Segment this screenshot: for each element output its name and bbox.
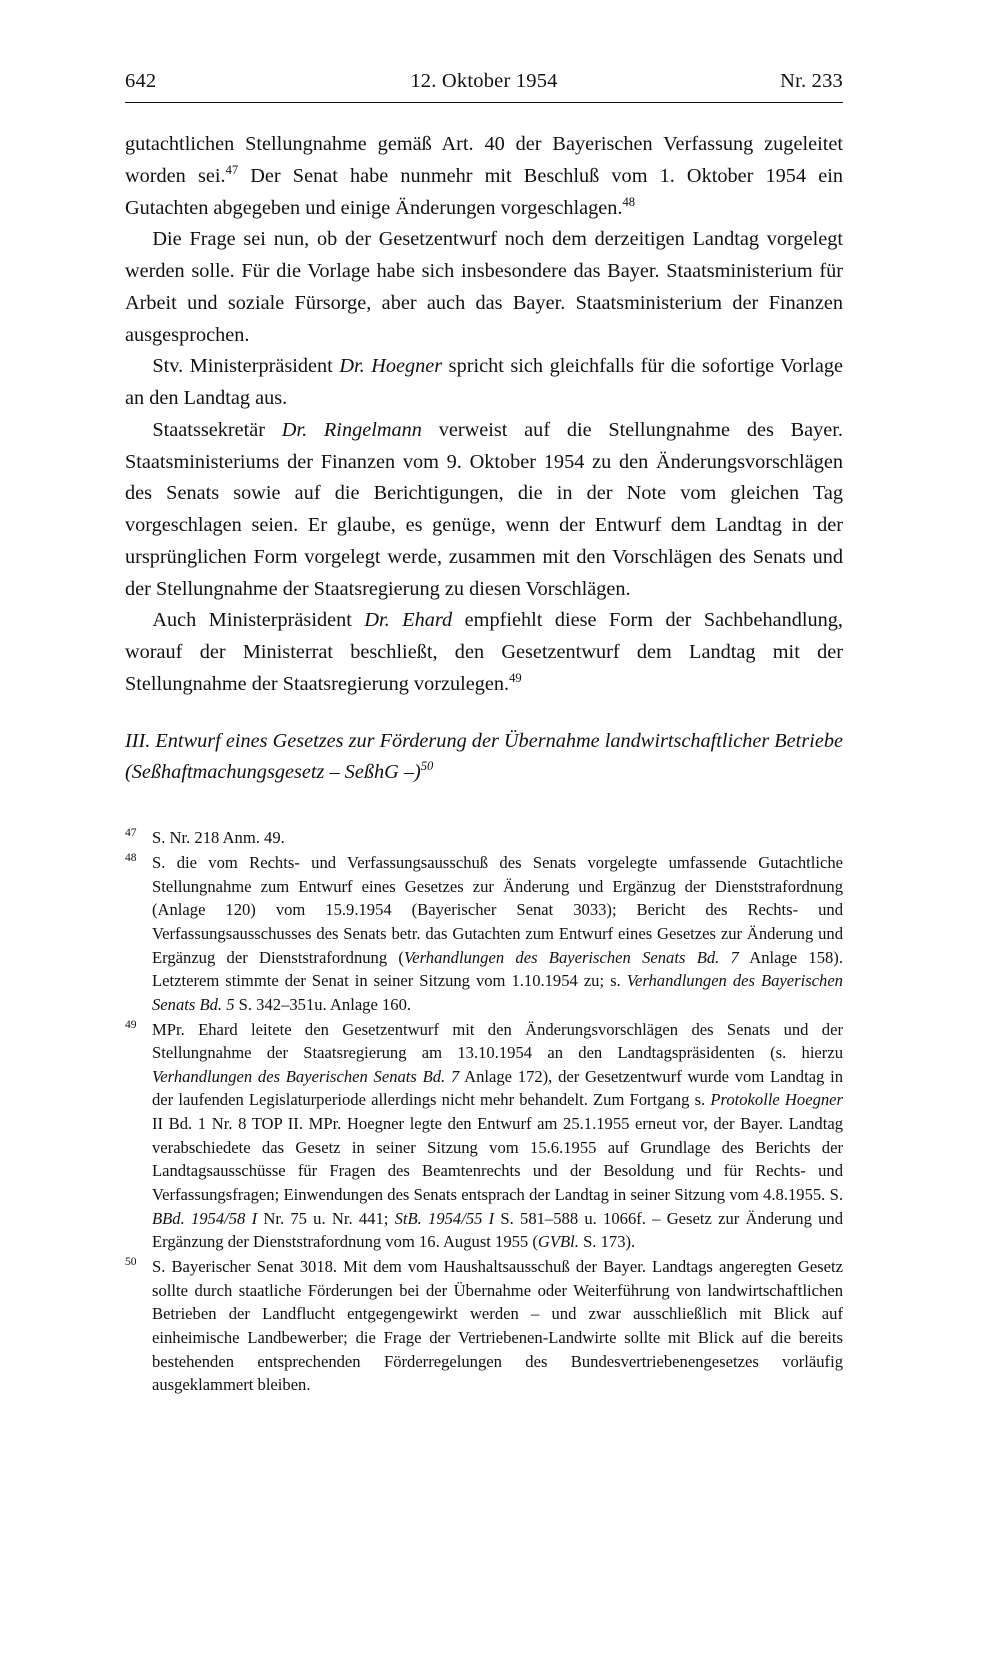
footnote-citation: Verhandlungen des Bayerischen Senats Bd. 5 bbox=[152, 971, 843, 1014]
footnote-ref-48: 48 bbox=[622, 194, 636, 209]
footnote-run: MPr. Ehard leitete den Gesetzentwurf mit den Änderungsvorschlägen des Senats und der Stellungnahme der Staatsregierung am 13.10.1954 an den Landtagspräsidenten (s. hierzu bbox=[152, 1019, 843, 1063]
footnote-run: S. Nr. 218 Anm. 49. bbox=[152, 828, 285, 848]
footnote-run: S. die vom Rechts- und Verfassungsausschuß des Senats vorgelegte umfassende Gutachtliche Stellungnahme zum Entwurf eines Gesetzes zur Änderung und Ergänzug der Dienststrafordnung (Anlage 120) vom 15.9.1954 (Bayerischer Senat 3033); Bericht des Rechts- und Verfassungsausschusses des Senats betr. das Gutachten zum Entwurf eines Gesetzes zur Änderung und Ergänzug der Dienststrafordnung ( bbox=[152, 853, 843, 967]
footnote-50 bbox=[125, 1255, 843, 1397]
footnote-ref-47: 47 bbox=[225, 162, 239, 177]
paragraph-5-lead: Auch Ministerpräsident bbox=[152, 609, 365, 632]
footnote-49 bbox=[125, 1018, 843, 1254]
footnote-text bbox=[152, 851, 843, 1016]
section-heading bbox=[125, 726, 843, 789]
footnote-47 bbox=[125, 826, 843, 850]
footnote-run: S. 342–351u. Anlage 160. bbox=[234, 994, 412, 1014]
footnote-citation: Verhandlungen des Bayerischen Senats Bd. 7 bbox=[152, 1066, 460, 1086]
footnote-number: 49 bbox=[125, 1017, 137, 1031]
paragraph-1 bbox=[125, 129, 843, 224]
footnote-run: Anlage 172), der Gesetzentwurf wurde vom Landtag in der laufenden Legislaturperiode allerdings nicht mehr behandelt. Zum Fortgang s. bbox=[152, 1066, 844, 1110]
footnote-number: 48 bbox=[125, 851, 137, 865]
running-head-date: 12. Oktober 1954 bbox=[410, 70, 558, 92]
person-name-ringelmann: Dr. Ringelmann bbox=[281, 418, 422, 441]
footnote-number: 47 bbox=[125, 826, 137, 840]
footnotes-block bbox=[125, 826, 843, 1396]
footnote-48 bbox=[125, 851, 843, 1016]
paragraph-4-rest: verweist auf die Stellungnahme des Bayer. Staatsministeriums der Finanzen vom 9. Oktober 1954 zu den Änderungsvorschlägen des Senats sowie auf die Berichtigungen, die in der Note vom gleichen Tag vorgeschlagen seien. Er glaube, es genüge, wenn der Entwurf dem Landtag in der ursprünglichen Form vorgelegt werde, zusammen mit den Vorschlägen des Senats und der Stellungnahme der Staatsregierung zu diesen Vorschlägen. bbox=[125, 418, 843, 600]
body-text bbox=[125, 129, 843, 701]
footnote-text bbox=[152, 826, 843, 850]
paragraph-4 bbox=[125, 415, 843, 606]
footnote-citation: Verhandlungen des Bayerischen Senats Bd. 7 bbox=[403, 947, 739, 967]
person-name-hoegner: Dr. Hoegner bbox=[339, 355, 443, 378]
footnote-citation: Protokolle Hoegner bbox=[710, 1090, 843, 1110]
footnote-run: S. 581–588 u. 1066f. – Gesetz zur Änderung und Ergänzung der Dienststrafordnung vom 16. August 1955 ( bbox=[152, 1208, 843, 1252]
document-number: Nr. 233 bbox=[780, 70, 843, 92]
paragraph-1-text-a: gutachtlichen Stellungnahme gemäß Art. 40 der Bayerischen Verfassung zugeleitet worden sei. bbox=[125, 133, 843, 187]
footnote-citation: GVBl. bbox=[537, 1232, 579, 1252]
paragraph-4-lead: Staatssekretär bbox=[152, 418, 282, 441]
footnote-run: II Bd. 1 Nr. 8 TOP II. MPr. Hoegner legte den Entwurf am 25.1.1955 erneut vor, der Bayer. Landtag verabschiedete das Gesetz in seiner Sitzung vom 15.6.1955 auf Grundlage des Berichts der Landtagsausschüsse für Fragen des Beamtenrechts und der Besoldung und für Rechts- und Verfassungsfragen; Einwendungen des Senats entsprach der Landtag in seiner Sitzung vom 4.8.1955. S. bbox=[152, 1114, 843, 1205]
person-name-ehard: Dr. Ehard bbox=[364, 609, 453, 632]
page-content bbox=[125, 70, 843, 1398]
footnote-ref-49: 49 bbox=[509, 670, 522, 685]
paragraph-3 bbox=[125, 351, 843, 415]
footnote-run: Nr. 75 u. Nr. 441; bbox=[257, 1208, 395, 1228]
paragraph-3-lead: Stv. Ministerpräsident bbox=[152, 355, 340, 378]
footnote-citation: BBd. 1954/58 I bbox=[152, 1208, 258, 1228]
footnote-text bbox=[152, 1255, 843, 1397]
paragraph-5 bbox=[125, 605, 843, 700]
footnote-ref-50: 50 bbox=[420, 759, 434, 774]
footnote-run: S. 173). bbox=[578, 1232, 636, 1252]
footnote-citation: StB. 1954/55 I bbox=[394, 1208, 495, 1228]
paragraph-5-rest: empfiehlt diese Form der Sachbehandlung, worauf der Ministerrat beschließt, den Gesetzentwurf dem Landtag mit der Stellungnahme der Staatsregierung vorzulegen. bbox=[125, 609, 843, 695]
footnote-run: Anlage 158). Letzterem stimmte der Senat in seiner Sitzung vom 1.10.1954 zu; s. bbox=[152, 947, 843, 991]
footnote-text bbox=[152, 1018, 843, 1254]
footnote-number: 50 bbox=[125, 1254, 137, 1268]
page-number: 642 bbox=[125, 70, 157, 92]
paragraph-2: Die Frage sei nun, ob der Gesetzentwurf noch dem derzeitigen Landtag vorgelegt werden solle. Für die Vorlage habe sich insbesondere das Bayer. Staatsministerium für Arbeit und soziale Fürsorge, aber auch das Bayer. Staatsministerium der Finanzen ausgesprochen. bbox=[125, 228, 843, 346]
section-heading-text: III. Entwurf eines Gesetzes zur Förderung der Übernahme landwirtschaftlicher Betriebe (Seßhaftmachungsgesetz – SeßhG –) bbox=[125, 729, 843, 783]
paragraph-1-text-b: Der Senat habe nunmehr mit Beschluß vom 1. Oktober 1954 ein Gutachten abgegeben und einige Änderungen vorgeschlagen. bbox=[125, 164, 843, 219]
running-head bbox=[125, 70, 843, 93]
paragraph-3-rest: spricht sich gleichfalls für die sofortige Vorlage an den Landtag aus. bbox=[125, 355, 843, 409]
header-rule bbox=[125, 102, 843, 103]
footnote-run: S. Bayerischer Senat 3018. Mit dem vom Haushaltsausschuß der Bayer. Landtags angeregten Gesetz sollte durch staatliche Förderungen bei der Übernahme oder Weiterführung von landwirtschaftlichen Betrieben der Landflucht entgegengewirkt werden – und zwar ausschließlich mit Blick auf einheimische Landbewerber; die Frage der Vertriebenen-Landwirte sollte mit Blick auf die bereits bestehenden entsprechenden Förderregelungen des Bundesvertriebenengesetzes vorläufig ausgeklammert bleiben. bbox=[152, 1256, 843, 1395]
